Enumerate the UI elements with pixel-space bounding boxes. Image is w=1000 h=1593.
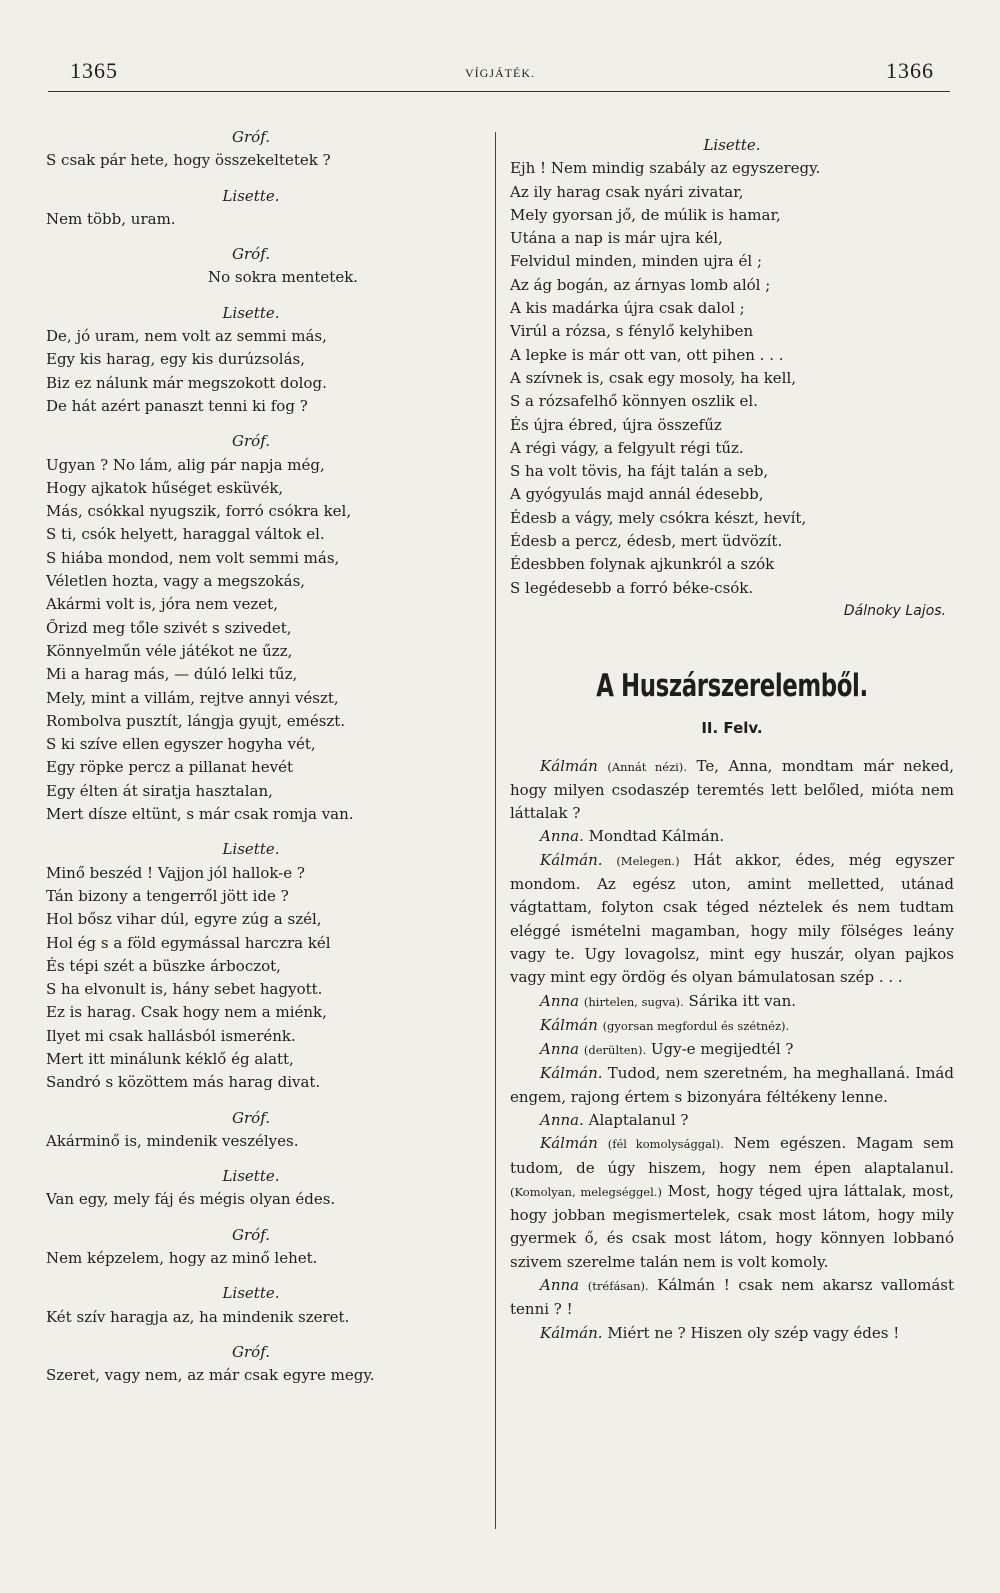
header-rule	[48, 91, 950, 92]
stage-direction: (fél komolysággal).	[607, 1137, 724, 1152]
verse-line: Ejh ! Nem mindig szabály az egyszeregy.	[510, 159, 821, 178]
section-subtitle: II. Felv.	[701, 719, 763, 738]
speaker-label: Gróf.	[232, 1342, 270, 1361]
running-title: VÍGJÁTÉK.	[465, 66, 535, 80]
verse-line: Ilyet mi csak hallásból ismerénk.	[46, 1026, 296, 1045]
stanza-gap	[46, 173, 474, 185]
verse-line: S ha elvonult is, hány sebet hagyott.	[46, 980, 323, 999]
verse-line: Biz ez nálunk már megszokott dolog.	[46, 373, 327, 392]
speaker-name: Kálmán.	[540, 850, 603, 869]
speaker-name: Kálmán.	[540, 1064, 603, 1083]
page-header	[48, 58, 952, 88]
verse-line: Két szív haragja az, ha mindenik szeret.	[46, 1307, 350, 1326]
dialogue-paragraph	[510, 1322, 954, 1345]
verse-line: Akármi volt is, jóra nem vezet,	[46, 595, 278, 614]
verse-line: Az ág bogán, az árnyas lomb alól ;	[510, 275, 771, 294]
verse-line: Minő beszéd ! Vajjon jól hallok-e ?	[46, 863, 305, 882]
speaker-label: Gróf.	[232, 128, 270, 146]
verse-line: De hát azért panaszt tenni ki fog ?	[46, 396, 308, 415]
verse-line: Egy kis harag, egy kis durúzsolás,	[46, 350, 306, 369]
speaker-name: Anna	[540, 1276, 580, 1295]
verse-line: Mert dísze eltünt, s már csak romja van.	[46, 805, 354, 824]
verse-line: Virúl a rózsa, s fénylő kelyhiben	[510, 322, 754, 341]
verse-line: S hiába mondod, nem volt semmi más,	[46, 548, 340, 567]
right-column	[510, 134, 954, 1345]
dialogue-paragraph	[510, 755, 954, 826]
dialogue-paragraph	[510, 1014, 954, 1038]
verse-line: Mi a harag más, — dúló lelki tűz,	[46, 665, 298, 684]
verse-line: Mely gyorsan jő, de múlik is hamar,	[510, 205, 781, 224]
dialogue-paragraph	[510, 849, 954, 990]
left-column	[46, 126, 474, 1388]
dialogue-text: Kálmán ! csak nem akarsz vallomást tenni ? !	[510, 1276, 954, 1319]
verse-line: S legédesebb a forró béke-csók.	[510, 578, 754, 597]
speaker-label: Gróf.	[232, 245, 270, 264]
verse-line: A szívnek is, csak egy mosoly, ha kell,	[510, 368, 797, 387]
verse-line: A kis madárka újra csak dalol ;	[510, 299, 745, 318]
stanza-gap	[46, 290, 474, 302]
page-number-left: 1365	[70, 58, 118, 83]
speaker-label: Lisette.	[703, 136, 761, 154]
dialogue-text: Mondtad Kálmán.	[588, 827, 725, 846]
stage-direction: (derülten).	[583, 1043, 647, 1058]
speaker-label: Lisette.	[222, 303, 280, 322]
speaker-label: Lisette.	[222, 1167, 280, 1186]
stanza-gap	[46, 1095, 474, 1107]
verse-line: S ti, csók helyett, haraggal váltok el.	[46, 525, 325, 544]
dialogue-paragraph	[510, 1274, 954, 1322]
dialogue-text: Az egész uton, amint melletted, utánad vágtattam, folyton csak téged néztelek és nem tudtam eléggé ismételni magamban, hogy mily fölséges leány vagy te. Ugy lovagolsz, mint egy huszár, olyan pajkos vagy mint egy ördög és olyan bámulatosan szép . . .	[510, 875, 954, 987]
speaker-label: Lisette.	[222, 1284, 280, 1303]
speaker-name: Kálmán	[540, 1134, 598, 1153]
verse-line: Nem képzelem, hogy az minő lehet.	[46, 1249, 318, 1268]
stanza-gap	[46, 1153, 474, 1165]
verse-line: S csak pár hete, hogy összekeltetek ?	[46, 151, 331, 170]
verse-line: Nem több, uram.	[46, 209, 176, 228]
verse-line: Őrizd meg tőle szivét s szivedet,	[46, 618, 292, 637]
section-title: A Huszárszerelemből.	[596, 668, 868, 705]
stage-direction: (hirtelen, sugva).	[583, 994, 684, 1009]
verse-line: Felvidul minden, minden ujra él ;	[510, 252, 762, 271]
dialogue-paragraph	[510, 1109, 954, 1132]
stanza-gap	[46, 1329, 474, 1341]
speaker-label: Gróf.	[232, 1108, 270, 1127]
speaker-name: Anna.	[540, 827, 584, 846]
speaker-name: Kálmán.	[540, 1323, 603, 1342]
verse-line: Más, csókkal nyugszik, forró csókra kel,	[46, 502, 352, 521]
author-signature: Dálnoky Lajos.	[843, 602, 946, 619]
verse-line: Mely, mint a villám, rejtve annyi vészt,	[46, 688, 339, 707]
verse-line: Az ily harag csak nyári zivatar,	[510, 182, 744, 201]
verse-line: És tépi szét a büszke árboczot,	[46, 956, 281, 975]
verse-line: És újra ébred, újra összefűz	[510, 415, 722, 434]
stanza-gap	[46, 231, 474, 243]
verse-line: De, jó uram, nem volt az semmi más,	[46, 327, 327, 346]
verse-line: Véletlen hozta, vagy a megszokás,	[46, 572, 306, 591]
dialogue-text: Miért ne ? Hiszen oly szép vagy édes !	[607, 1323, 900, 1342]
verse-line: Van egy, mely fáj és mégis olyan édes.	[46, 1190, 336, 1209]
dialogue-text: Hát akkor, édes, még egyszer mondom.	[510, 850, 954, 894]
dialogue-text: Nem egészen. Magam sem tudom, de úgy hiszem, hogy nem épen alaptalanul.	[510, 1134, 954, 1177]
verse-line: Édesbben folynak ajkunkról a szók	[510, 555, 775, 574]
dialogue-block	[510, 755, 954, 1345]
dialogue-text: Sárika itt van.	[688, 991, 797, 1010]
verse-line: Szeret, vagy nem, az már csak egyre megy.	[46, 1366, 375, 1385]
stage-direction: (Melegen.)	[616, 853, 680, 868]
speaker-label: Gróf.	[232, 432, 270, 451]
stanza-gap	[46, 826, 474, 838]
dialogue-paragraph	[510, 1062, 954, 1109]
verse-line: A régi vágy, a felgyult régi tűz.	[510, 438, 744, 457]
stanza-gap	[46, 418, 474, 430]
verse-line: S ki szíve ellen egyszer hogyha vét,	[46, 735, 316, 754]
verse-line: Könnyelműn véle játékot ne űzz,	[46, 641, 293, 660]
verse-line: Rombolva pusztít, lángja gyujt, emészt.	[46, 711, 346, 730]
verse-line: Hogy ajkatok hűséget esküvék,	[46, 478, 284, 497]
dialogue-paragraph	[510, 1038, 954, 1062]
verse-line: Tán bizony a tengerről jött ide ?	[46, 886, 289, 905]
verse-line: Sandró s közöttem más harag divat.	[46, 1073, 321, 1092]
dialogue-paragraph	[510, 825, 954, 848]
dialogue-text: Tudod, nem szeretném, ha meghallaná. Imád engem, rajong értem s bizonyára féltékeny lenne.	[510, 1064, 954, 1106]
column-divider	[495, 132, 496, 1529]
speaker-name: Kálmán	[540, 1015, 598, 1034]
verse-line: Édesb a vágy, mely csókra készt, hevít,	[510, 508, 807, 527]
verse-line: S ha volt tövis, ha fájt talán a seb,	[510, 462, 769, 481]
verse-line: Akárminő is, mindenik veszélyes.	[46, 1131, 299, 1150]
stanza-gap	[46, 1270, 474, 1282]
verse-line: Egy röpke percz a pillanat hevét	[46, 758, 294, 777]
verse-line: Ugyan ? No lám, alig pár napja még,	[46, 455, 325, 474]
stage-direction: (Komolyan, melegséggel.)	[510, 1184, 662, 1199]
speaker-name: Anna	[540, 991, 580, 1010]
verse-line: No sokra mentetek.	[208, 268, 359, 287]
verse-line: S a rózsafelhő könnyen oszlik el.	[510, 392, 758, 411]
speaker-name: Anna	[540, 1040, 580, 1059]
verse-line: Hol ég s a föld egymással harczra kél	[46, 933, 331, 952]
verse-line: Mert itt minálunk kéklő ég alatt,	[46, 1049, 294, 1068]
speaker-label: Lisette.	[222, 186, 280, 205]
verse-line: Hol bősz vihar dúl, egyre zúg a szél,	[46, 910, 322, 929]
dialogue-text: Most, hogy téged ujra láttalak, most, hogy jobban megismertelek, csak most látom, hogy mily gyermek ő, és csak most látom, hogy könnyen lobbanó szivem szerelme talán nem is volt komoly.	[510, 1181, 954, 1271]
speaker-label: Lisette.	[222, 840, 280, 859]
verse-line: Édesb a percz, édesb, mert üdvözít.	[510, 532, 783, 551]
poem-continuation	[510, 134, 954, 600]
verse-line: A gyógyulás majd annál édesebb,	[510, 485, 764, 504]
verse-line: Ez is harag. Csak hogy nem a miénk,	[46, 1003, 327, 1022]
speaker-name: Anna.	[540, 1110, 584, 1129]
dialogue-text: Te, Anna, mondtam már neked, hogy milyen csodaszép teremtés lett belőled, mióta nem láttalak ?	[510, 756, 954, 823]
stage-direction: (Annát nézi).	[607, 759, 687, 774]
dialogue-paragraph	[510, 1132, 954, 1274]
dialogue-paragraph	[510, 990, 954, 1014]
verse-line: Utána a nap is már ujra kél,	[510, 229, 723, 248]
dialogue-text: Ugy-e megijedtél ?	[650, 1040, 794, 1059]
stanza-gap	[46, 1212, 474, 1224]
dialogue-text: Alaptalanul ?	[588, 1110, 689, 1129]
stage-direction: (gyorsan megfordul és szétnéz).	[602, 1018, 790, 1033]
stage-direction: (tréfásan).	[587, 1279, 649, 1294]
verse-line: A lepke is már ott van, ott pihen . . .	[510, 345, 784, 364]
page-number-right: 1366	[886, 58, 934, 83]
verse-line: Egy élten át siratja hasztalan,	[46, 781, 273, 800]
speaker-label: Gróf.	[232, 1225, 270, 1244]
speaker-name: Kálmán	[540, 756, 598, 775]
